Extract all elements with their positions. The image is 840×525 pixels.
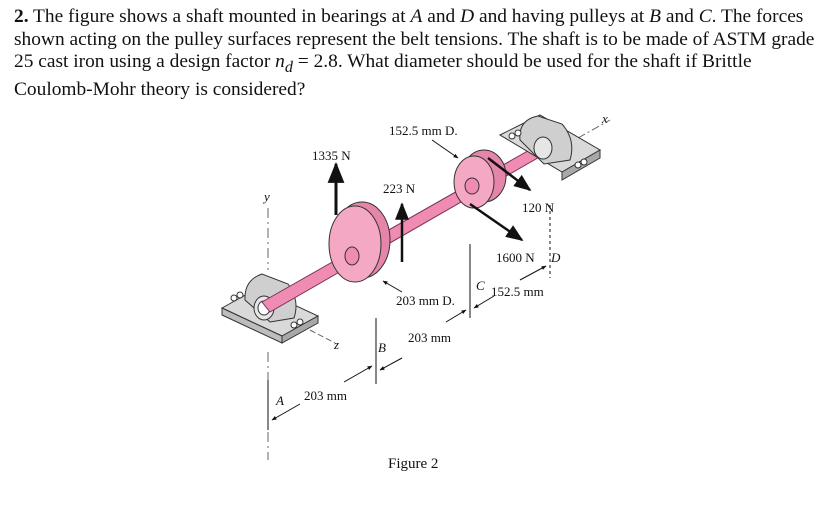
problem-number: 2. bbox=[14, 6, 29, 27]
y-axis-label: y bbox=[264, 189, 270, 204]
z-axis-line bbox=[310, 330, 335, 343]
force-1335-label: 1335 N bbox=[312, 148, 351, 163]
force-1600-label: 1600 N bbox=[496, 250, 535, 265]
problem-text-2: and bbox=[422, 6, 461, 27]
force-120-label: 120 N bbox=[522, 200, 555, 215]
point-a-label: A bbox=[276, 393, 284, 408]
design-factor-subscript: d bbox=[284, 58, 293, 76]
pulley-b bbox=[329, 202, 390, 282]
design-factor-symbol: n bbox=[275, 51, 285, 72]
problem-text-4: and bbox=[661, 6, 699, 27]
point-c-label: C bbox=[476, 278, 485, 293]
point-b-label: B bbox=[378, 340, 386, 355]
pulley-b-dia-leader bbox=[383, 281, 402, 292]
dim-ab-label: 203 mm bbox=[304, 388, 347, 403]
problem-text-5: . The forces shown acting on the pulley surfaces represent the belt tensions. The shaft is to be made of ASTM grade 25 cast iron using a design factor bbox=[14, 6, 815, 72]
point-c-ref: C bbox=[698, 6, 712, 27]
pulley-c-dia-label: 152.5 mm D. bbox=[389, 123, 458, 138]
pulley-c-dia-leader bbox=[432, 140, 458, 158]
pulley-b-dia-label: 203 mm D. bbox=[396, 293, 455, 308]
x-axis-label: x bbox=[602, 111, 608, 126]
dim-bc-label: 203 mm bbox=[408, 330, 451, 345]
force-1600-arrow bbox=[470, 204, 522, 240]
dim-cd-label: 152.5 mm bbox=[491, 284, 544, 299]
problem-text-1: The figure shows a shaft mounted in bearings at bbox=[28, 6, 411, 27]
problem-text-6: = 2.8. What diameter should be used for the shaft if Brittle Coulomb-Mohr theory is considered? bbox=[14, 51, 752, 101]
z-axis-label: z bbox=[334, 337, 340, 352]
pulley-c bbox=[454, 150, 506, 208]
problem-text-3: and having pulleys at bbox=[474, 6, 650, 27]
point-d-ref: D bbox=[460, 6, 475, 27]
force-223-label: 223 N bbox=[383, 181, 416, 196]
point-a-ref: A bbox=[410, 6, 423, 27]
point-d-label: D bbox=[551, 250, 561, 265]
figure-caption: Figure 2 bbox=[388, 456, 439, 472]
point-b-ref: B bbox=[649, 6, 661, 27]
